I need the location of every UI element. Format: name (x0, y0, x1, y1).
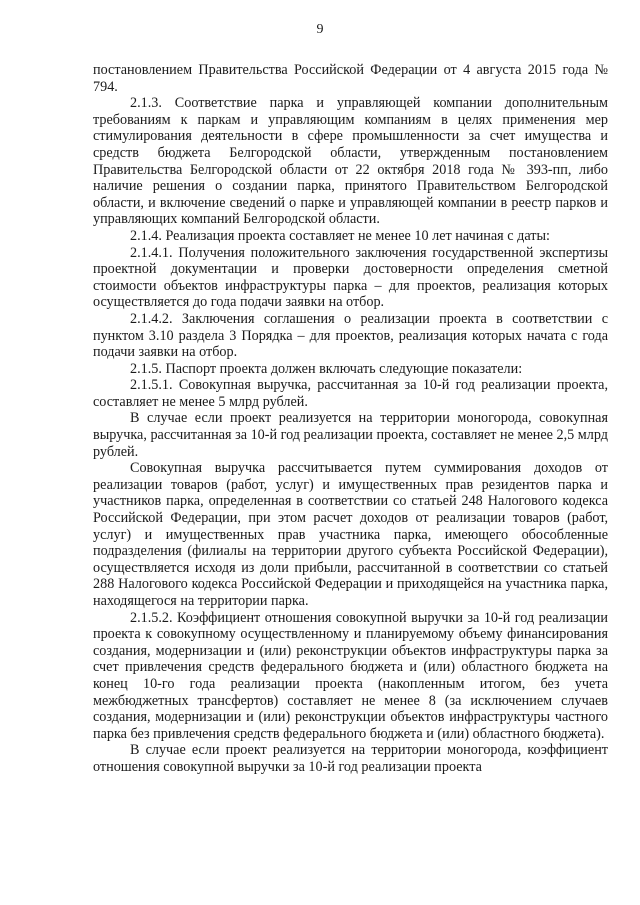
paragraph: 2.1.4.2. Заключения соглашения о реализации проекта в соответствии с пунктом 3.10 раздела 3 Порядка – для проектов, реализация которых начата с года подачи заявки на отбор. (93, 310, 608, 361)
paragraph: 2.1.4. Реализация проекта составляет не менее 10 лет начиная с даты: (130, 227, 550, 244)
page-number: 9 (316, 22, 324, 37)
paragraph: 2.1.5.2. Коэффициент отношения совокупной выручки за 10-й год реализации проекта к совокупному осуществленному и планируемому объему финансирования создания, модернизации и (или) реконструкции объектов инфраструктуры парка за счет привлечения средств федерального бюджета и (или) областного бюджета на конец 10-го года реализации проекта (накопленным итогом, без учета межбюджетных трансфертов) составляет не менее 8 (за исключением случаев создания, модернизации и (или) реконструкции объектов инфраструктуры частного парка без привлечения средств федерального бюджета и (или) областного бюджета). (93, 609, 608, 742)
paragraph: В случае если проект реализуется на территории моногорода, коэффициент отношения совокупной выручки за 10-й год реализации проекта (93, 742, 608, 775)
paragraph: 2.1.5. Паспорт проекта должен включать следующие показатели: (130, 360, 523, 377)
paragraph: постановлением Правительства Российской Федерации от 4 августа 2015 года № 794. (93, 62, 608, 95)
paragraph: 2.1.5.1. Совокупная выручка, рассчитанная за 10-й год реализации проекта, составляет не менее 5 млрд рублей. (93, 377, 608, 410)
document-body (93, 62, 608, 776)
paragraph: Совокупная выручка рассчитывается путем суммирования доходов от реализации товаров (работ, услуг) и имущественных прав резидентов парка и участников парка, определенная в соответствии со статьей 248 Налогового кодекса Российской Федерации, при этом расчет доходов от реализации товаров (работ, услуг) и имущественных прав участника парка, имеющего обособленные подразделения (филиалы на территории другого субъекта Российской Федерации), осуществляется исходя из доли прибыли, рассчитанной в соответствии со статьей 288 Налогового кодекса Российской Федерации и приходящейся на участника парка, находящегося на территории парка. (93, 460, 608, 609)
paragraph: В случае если проект реализуется на территории моногорода, совокупная выручка, рассчитанная за 10-й год реализации проекта, составляет не менее 2,5 млрд рублей. (93, 410, 608, 460)
paragraph: 2.1.4.1. Получения положительного заключения государственной экспертизы проектной документации и проверки достоверности определения сметной стоимости объектов инфраструктуры парка – для проектов, реализация которых осуществляется до года подачи заявки на отбор. (93, 244, 608, 311)
paragraph: 2.1.3. Соответствие парка и управляющей компании дополнительным требованиям к паркам и управляющим компаниям в целях применения мер стимулирования деятельности в сфере промышленности за счет имущества и средств бюджета Белгородской области, утвержденным постановлением Правительства Белгородской области от 22 октября 2018 года № 393-пп, либо наличие решения о создании парка, принятого Правительством Белгородской области, и включение сведений о парке и управляющей компании в реестр парков и управляющих компаний Белгородской области. (93, 95, 608, 228)
